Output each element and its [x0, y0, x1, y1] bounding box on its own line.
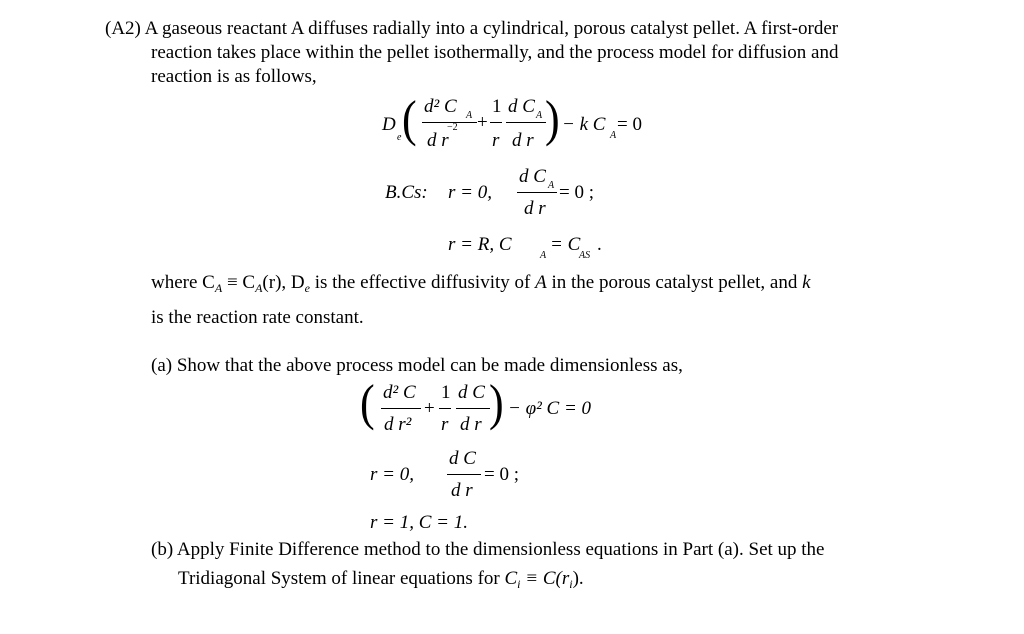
where-r-D: (r), D — [262, 272, 305, 293]
bcs-cond1-num: d C — [519, 166, 546, 187]
where-A: A — [535, 272, 547, 293]
pa-frac-r-line — [439, 408, 451, 409]
bcs-cond2-sub-A: A — [540, 250, 547, 261]
part-b-line-2 — [178, 568, 584, 595]
eq-minus-k-sub: A — [610, 130, 617, 141]
eq-minus-k: − k C — [562, 114, 606, 135]
pa-num-one: 1 — [441, 382, 451, 403]
eq-plus: + — [477, 112, 488, 133]
part-b-end: ). — [572, 568, 584, 589]
pa-bc2: r = 1, C = 1. — [370, 512, 468, 533]
part-a-text: (a) Show that the above process model can be made dimensionless as, — [151, 355, 683, 376]
eq-num1: d² C — [424, 96, 457, 117]
eq-frac2-line — [506, 122, 546, 123]
where-C: where C — [151, 272, 215, 293]
problem-line-2: reaction takes place within the pellet isothermally, and the process model for diffusion and — [151, 42, 839, 63]
pa-tail: − φ² C = 0 — [508, 398, 592, 419]
eq-left-paren: ( — [402, 90, 417, 147]
eq-D-sub: e — [397, 132, 402, 143]
eq-frac-r-line — [490, 122, 502, 123]
where-equiv: ≡ C — [226, 272, 256, 293]
pa-bc1-frac-line — [447, 474, 481, 475]
eq-num2-sub: A — [536, 110, 543, 121]
bcs-label: B.Cs: — [385, 182, 428, 203]
pa-num2: d C — [458, 382, 485, 403]
pa-frac1-line — [381, 408, 421, 409]
bcs-cond1-num-sub: A — [548, 180, 555, 191]
where-equiv-sub: A — [255, 281, 263, 295]
pa-den-r: r — [441, 414, 449, 435]
pa-plus: + — [424, 398, 435, 419]
where-text-2: in the porous catalyst pellet, and — [551, 272, 798, 293]
pa-left-paren: ( — [360, 374, 375, 431]
pa-den2: d r — [460, 414, 482, 435]
pa-bc1-right: = 0 ; — [484, 464, 519, 485]
pa-bc1-num: d C — [449, 448, 476, 469]
eq-D: D — [382, 114, 396, 135]
where-k: k — [802, 272, 811, 293]
pa-frac2-line — [456, 408, 490, 409]
eq-r: r — [492, 130, 500, 151]
eq-num1-sub: A — [466, 110, 473, 121]
bcs-cond1-left: r = 0, — [448, 182, 492, 203]
eq-bar2: −2 — [447, 122, 458, 133]
eq-num2: d C — [508, 96, 535, 117]
pa-bc1-den: d r — [451, 480, 473, 501]
bcs-cond2-sub-AS: AS — [579, 250, 591, 261]
part-b-text: Tridiagonal System of linear equations for — [178, 568, 500, 589]
pa-num1: d² C — [383, 382, 416, 403]
bcs-frac-line — [517, 192, 557, 193]
bcs-cond1-right: = 0 ; — [559, 182, 594, 203]
eq-one: 1 — [492, 96, 502, 117]
where-D-sub: e — [304, 281, 310, 295]
problem-line-1: A gaseous reactant A diffuses radially into a cylindrical, porous catalyst pellet. A first-order — [144, 18, 839, 39]
where-text-1: is the effective diffusivity of — [314, 272, 531, 293]
bcs-cond2: r = R, C — [448, 234, 512, 255]
part-b-line-1: (b) Apply Finite Difference method to the dimensionless equations in Part (a). Set up the — [151, 539, 825, 560]
pa-right-paren: ) — [489, 374, 504, 431]
where-line-1 — [151, 272, 811, 299]
pa-den1: d r² — [384, 414, 412, 435]
eq-zero: = 0 — [617, 114, 642, 135]
eq-den1: d r — [427, 130, 449, 151]
bcs-cond2-end: . — [597, 234, 602, 255]
eq-den2: d r — [512, 130, 534, 151]
bcs-cond1-den: d r — [524, 198, 546, 219]
bcs-cond2-mid: = C — [550, 234, 581, 255]
where-C-sub: A — [214, 281, 223, 295]
pa-bc1-left: r = 0, — [370, 464, 414, 485]
problem-label: (A2) — [105, 18, 141, 39]
problem-line-3: reaction is as follows, — [151, 66, 317, 87]
part-b-C-sub: i — [517, 577, 521, 591]
part-b-eq: ≡ C(r — [525, 568, 570, 589]
eq-right-paren: ) — [545, 90, 560, 147]
where-line-2: is the reaction rate constant. — [151, 307, 364, 328]
part-b-r-sub: i — [569, 577, 573, 591]
part-b-C: C — [504, 568, 518, 589]
